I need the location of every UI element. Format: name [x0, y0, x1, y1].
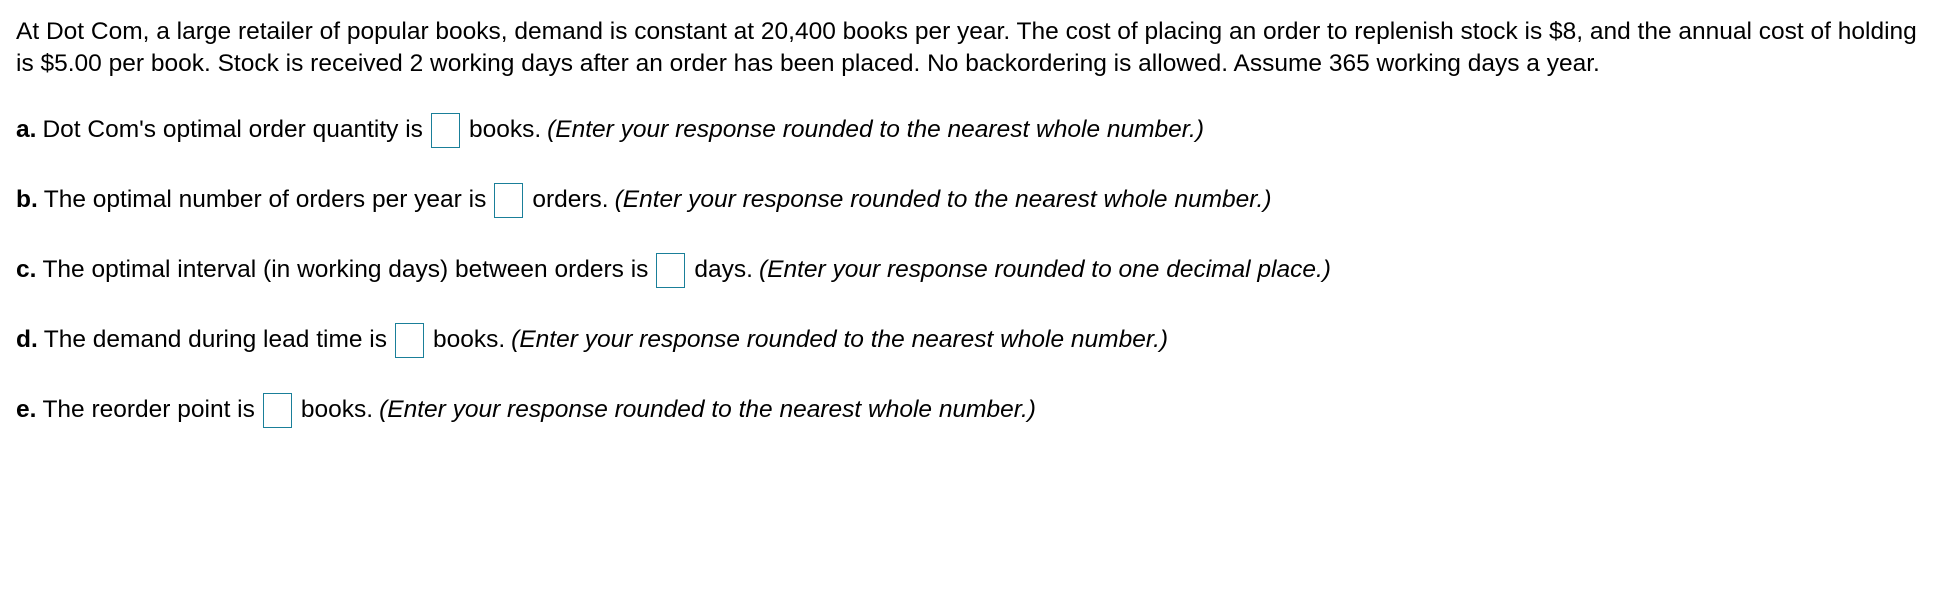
- question-letter: a.: [16, 116, 37, 143]
- question-text: The demand during lead time is: [43, 326, 387, 353]
- unit-label: books.: [300, 396, 374, 423]
- unit-label: books.: [468, 116, 542, 143]
- question-text: The reorder point is: [42, 396, 255, 423]
- question-text: The optimal number of orders per year is: [43, 186, 487, 213]
- question-b: [16, 180, 1272, 220]
- rounding-hint: (Enter your response rounded to the nearest whole number.): [511, 326, 1169, 353]
- question-letter: b.: [16, 186, 38, 213]
- unit-label: orders.: [532, 186, 609, 213]
- orders-per-year-input[interactable]: [494, 183, 523, 218]
- reorder-point-input[interactable]: [263, 393, 292, 428]
- rounding-hint: (Enter your response rounded to the nearest whole number.): [379, 396, 1036, 423]
- question-letter: d.: [16, 326, 38, 353]
- question-text: Dot Com's optimal order quantity is: [42, 116, 423, 143]
- question-a: [16, 110, 1204, 150]
- rounding-hint: (Enter your response rounded to the nearest whole number.): [547, 116, 1205, 143]
- lead-time-demand-input[interactable]: [395, 323, 424, 358]
- order-quantity-input[interactable]: [431, 113, 460, 148]
- unit-label: books.: [432, 326, 506, 353]
- question-letter: e.: [16, 396, 37, 423]
- rounding-hint: (Enter your response rounded to the nearest whole number.): [614, 186, 1272, 213]
- question-c: [16, 250, 1331, 290]
- question-e: [16, 390, 1036, 430]
- question-text: The optimal interval (in working days) between orders is: [42, 256, 649, 283]
- question-d: [16, 320, 1168, 360]
- rounding-hint: (Enter your response rounded to one decimal place.): [758, 256, 1331, 283]
- unit-label: days.: [694, 256, 753, 283]
- order-interval-input[interactable]: [656, 253, 685, 288]
- problem-statement: At Dot Com, a large retailer of popular books, demand is constant at 20,400 books per year. The cost of placing an order to replenish stock is $8, and the annual cost of holding is $5.00 per book. Stock is received 2 working days after an order has been placed. No backordering is allowed. Assume 365 working days a year.: [16, 18, 1917, 77]
- question-letter: c.: [16, 256, 37, 283]
